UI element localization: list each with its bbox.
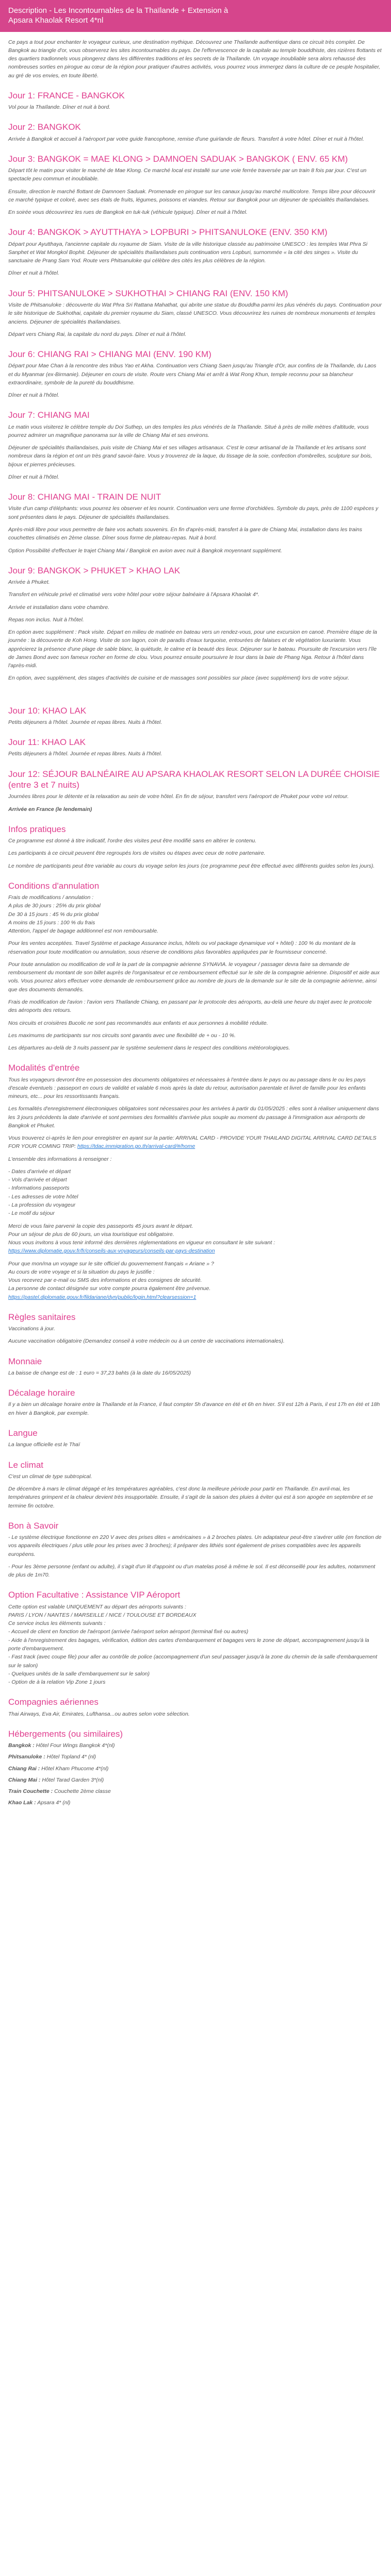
monnaie-title: Monnaie bbox=[8, 1356, 42, 1366]
formalites-paragraph bbox=[8, 1134, 382, 1151]
condition-line: Attention, l'appel de bagage additionnel est non remboursable. bbox=[8, 928, 158, 935]
sanitaires-title: Règles sanitaires bbox=[8, 1312, 76, 1322]
day-body bbox=[8, 135, 382, 143]
hotel-line bbox=[8, 1776, 382, 1784]
conditions-section bbox=[8, 893, 382, 1052]
conditions-paragraph: Les départures au-delà de 3 nuits passent par le système seulement dans le respect des conditions météorologiques. bbox=[8, 1045, 290, 1052]
bonasavoir-section bbox=[8, 1533, 382, 1579]
day-paragraph: Ensuite, direction le marché flottant de Damnoen Saduak. Promenade en pirogue sur les canaux jusqu'au marché multicolore. Temps libre pour découvrir ce marché typique et coloré, avec ses étals de fruits, légumes, poissons et viandes. Retour sur Bangkok pour un déjeuner de spécialités thaïlandaises. bbox=[8, 188, 376, 203]
day-paragraph: Déjeuner de spécialités thaïlandaises, puis visite de Chiang Mai et ses villages artisanaux. C'est le cœur artisanal de la Thaïlande et les artisans sont nombreux dans la région et ont un très grand savoir-faire. Vous y trouverez de la laque, du tissage de la soie, confection d'ombrelles, sculpture sur bois, bijoux et pierres précieuses. bbox=[8, 445, 372, 468]
infos-paragraph: Le nombre de participants peut être variable au cours du voyage selon les jours (ce programme peut être effectué avec différents guides selon les jours). bbox=[8, 862, 375, 869]
langue-paragraph: La langue officielle est le Thaï bbox=[8, 1442, 80, 1448]
day-paragraph: Le matin vous visiterez le célèbre temple du Doi Suthep, un des temples les plus vénérés de la Thaïlande. Situé à près de mille mètres d'altitude, vous pourrez admirer un magnifique panorama sur la ville de Chiang Mai et ses environs. bbox=[8, 423, 369, 438]
day-title: Jour 9: BANGKOK > PHUKET > KHAO LAK bbox=[8, 565, 181, 575]
climat-paragraph: De décembre à mars le climat dégagé et les températures agréables, c'est donc la meilleure période pour partir en Thaïlande. En avril-mai, les températures grimpent et la chaleur devient très insupportable. Ensuite, il s'agit de la saison des pluies à éviter qui est à son apogée en septembre et se termine fin octobre. bbox=[8, 1486, 373, 1509]
hotel-name: Couchette 2ème classe bbox=[54, 1788, 111, 1795]
day-paragraph: Départ pour Mae Chan à la rencontre des tribus Yao et Akha. Continuation vers Chiang Saen jusqu'au Triangle d'Or, aux confins de la Thaïlande, du Laos et du Myanmar (ex-Birmanie). Déjeuner en cours de visite. Route vers Chiang Mai et arrêt à Wat Rong Khun, temple reconnu pour sa blancheur extraordinaire, symbole de la pureté du bouddhisme. bbox=[8, 363, 377, 386]
day-paragraph: Vol pour la Thaïlande. Dîner et nuit à bord. bbox=[8, 104, 111, 111]
day-title: Jour 1: FRANCE - BANGKOK bbox=[8, 90, 125, 100]
formalites-paragraph: Tous les voyageurs devront être en possession des documents obligatoires et nécessaires à l'entrée dans le pays ou au passage dans le ou les pays d'escale éventuels : passeport en cours de validité et valable 6 mois après la date du retour, autorisation parentale et livret de famille pour les enfants mineurs, etc... pour les ressortissants français. bbox=[8, 1076, 366, 1100]
hebergements-section bbox=[8, 1741, 382, 1807]
checklist-item: - La profession du voyageur bbox=[8, 1202, 76, 1209]
sanitaires-paragraph: Aucune vaccination obligatoire (Demandez conseil à votre médecin ou à un centre de vaccinations internationales). bbox=[8, 1338, 285, 1345]
formalites-line: Pour que mon/ma un voyage sur le site officiel du gouvernement français « Ariane » ? bbox=[8, 1260, 214, 1267]
conditions-paragraph: Pour toute annulation ou modification de voll le la part de la compagnie aérienne SYNAVIA. le voyageur / passager devra faire sa demande de remboursement du montant de son billet auprès de l'organisateur et ce remboursement effectué sur le site de la compagnie aérienne. Dispositif et aide aux vols. Vous pourrez alors effectuer votre demande de remboursement grâce au nombre de jours de la demande sur le site de la compagnie aérienne, ainsi que des documents demandés. bbox=[8, 961, 380, 993]
day-title: Jour 4: BANGKOK > AYUTTHAYA > LOPBURI > PHITSANULOKE (ENV. 350 KM) bbox=[8, 227, 328, 238]
hebergements-title: Hébergements (ou similaires) bbox=[8, 1728, 123, 1739]
vip-line: - Quelques unités de la salle d'embarquement sur le salon) bbox=[8, 1670, 150, 1677]
day-paragraph: Transfert en véhicule privé et climatisé vers votre hôtel pour votre séjour balnéaire à l'Apsara Khaolak 4*. bbox=[8, 591, 259, 598]
day-title: Jour 8: CHIANG MAI - TRAIN DE NUIT bbox=[8, 492, 161, 502]
sanitaires-paragraph: Vaccinations à jour. bbox=[8, 1326, 55, 1332]
day-arrival-note: Arrivée en France (le lendemain) bbox=[8, 806, 92, 812]
day-body bbox=[8, 240, 382, 278]
formalites-paragraph: Les formalités d'enregistrement électroniques obligatoires sont nécessaires pour les arrivées à partir du 01/05/2025 : elles sont à réaliser uniquement dans les 3 jours précédents la date d'arrivée et sont permises des formalités d'arrivée plus souple au moment du passage à l'immigration aux aéroports de Bangkok et Phuket. bbox=[8, 1106, 379, 1129]
langue-title: Langue bbox=[8, 1428, 38, 1438]
day-title: Jour 6: CHIANG RAI > CHIANG MAI (ENV. 190 KM) bbox=[8, 349, 211, 360]
checklist-item: - Vols d'arrivée et départ bbox=[8, 1177, 67, 1183]
day-paragraph: Dîner et nuit à l'hôtel. bbox=[8, 270, 59, 277]
itinerary bbox=[8, 90, 382, 814]
condition-line: De 30 à 15 jours : 45 % du prix global bbox=[8, 911, 99, 918]
vip-line: - Option de à la relation Vip Zone 1 jours bbox=[8, 1679, 106, 1686]
day-paragraph: Journées libres pour le détente et la relaxation au sein de votre hôtel. En fin de séjour, transfert vers l'aéroport de Phuket pour votre vol retour. bbox=[8, 793, 349, 800]
hotel-city: Chiang Rai : bbox=[8, 1765, 40, 1772]
infos-paragraph: Les participants à ce circuit peuvent être regroupés lors de visites ou étapes avec ceux de notre partenaire. bbox=[8, 850, 266, 857]
condition-line: A moins de 15 jours : 100 % du frais bbox=[8, 919, 95, 926]
day-title: Jour 3: BANGKOK = MAE KLONG > DAMNOEN SADUAK > BANGKOK ( ENV. 65 KM) bbox=[8, 154, 348, 164]
day-paragraph: Petits déjeuners à l'hôtel. Journée et repas libres. Nuits à l'hôtel. bbox=[8, 751, 162, 757]
checklist-item: - Les adresses de votre hôtel bbox=[8, 1193, 78, 1200]
day-body bbox=[8, 301, 382, 338]
conditions-title: Conditions d'annulation bbox=[8, 880, 100, 891]
day-paragraph: Visite de Phitsanuloke : découverte du Wat Phra Sri Rattana Mahathat, qui abrite une statue du Bouddha parmi les plus vénérés du pays. Continuation pour le site historique de Sukhothai, capitale du premier royaume du Siam, classé UNESCO. Vous découvrirez les ruines de nombreux monuments et temples anciens. Déjeuner de spécialités thaïlandaises. bbox=[8, 302, 382, 325]
page-subtitle: Apsara Khaolak Resort 4*nl bbox=[8, 15, 104, 25]
day-body bbox=[8, 504, 382, 554]
formalites-line: Vous recevrez par e-mail ou SMS des informations et des consignes de sécurité. bbox=[8, 1277, 202, 1284]
day-title: Jour 5: PHITSANULOKE > SUKHOTHAI > CHIANG RAI (ENV. 150 KM) bbox=[8, 288, 288, 298]
condition-line: Frais de modifications / annulation : bbox=[8, 894, 94, 901]
bonasavoir-title: Bon à Savoir bbox=[8, 1520, 59, 1531]
formalites-line: Nous vous invitons à vous tenir informé des dernières réglementations en vigueur en consultant le site suivant : bbox=[8, 1240, 275, 1246]
day-title: Jour 2: BANGKOK bbox=[8, 122, 81, 132]
page-banner bbox=[0, 0, 391, 32]
page-title: Description - Les Incontournables de la Thaïlande + Extension à bbox=[8, 6, 229, 15]
intro-text: Ce pays a tout pour enchanter le voyageur curieux, une destination mythique. Découvrez une Thaïlande authentique dans ce circuit très complet. De Bangkok au triangle d'or, vous observerez les sites incontournables du pays. De l'effervescence de la capitale au temple bouddhiste, des rizières flottants et des quartiers tradionnels vous plongerez dans les différentes traditions et les secrets de la Thaïlande. Un voyage inoubliable sera alors rehaussé des nombreuses sorties en pirogue au cœur de la région pour pratiquer d'autres activités, vous pourrez vous immergez dans la culture de ce peuple hospitalier, au gré de vos envies, en toute liberté. bbox=[8, 39, 382, 79]
day-body bbox=[8, 103, 382, 111]
vip-line: - Accueil de client en fonction de l'aéroport (arrivée l'aéroport selon aéroport (terminal fixé ou autres) bbox=[8, 1629, 249, 1635]
day-paragraph: Petits déjeuners à l'hôtel. Journée et repas libres. Nuits à l'hôtel. bbox=[8, 719, 162, 725]
day-body bbox=[8, 792, 382, 814]
hotel-line bbox=[8, 1741, 382, 1750]
hotel-line bbox=[8, 1799, 382, 1807]
conditions-paragraph: Les maximums de participants sur nos circuits sont garantis avec une flexibilité de + ou - 10 %. bbox=[8, 1032, 236, 1039]
vip-line: PARIS / LYON / NANTES / MARSEILLE / NICE / TOULOUSE ET BORDEAUX bbox=[8, 1612, 197, 1618]
vip-line: Cette option est valable UNIQUEMENT au départ des aéroports suivants : bbox=[8, 1603, 186, 1610]
tdac-text: Vous trouverez ci-après le lien pour enregistrer en ayant sur la partie: ARRIVAL CARD - PROVIDE YOUR THAILAND DIGITAL ARRIVAL CARD DETAILS FOR YOUR COMING TRIP: bbox=[8, 1135, 377, 1150]
hotel-city: Bangkok : bbox=[8, 1742, 35, 1749]
day-body bbox=[8, 718, 382, 726]
conditions-paragraph: Nos circuits et croisières Bucolic ne sont pas recommandés aux enfants et aux personnes à mobilité réduite. bbox=[8, 1020, 268, 1026]
hotel-line bbox=[8, 1787, 382, 1795]
formalites-section bbox=[8, 1076, 382, 1301]
day-paragraph: Arrivée et installation dans votre chambre. bbox=[8, 604, 110, 611]
condition-line: A plus de 30 jours : 25% du prix global bbox=[8, 903, 101, 909]
decalage-paragraph: Il y a bien un décalage horaire entre la Thaïlande et la France, il faut compter 5h d'avance en été et 6h en hiver. S'il est 12h à Paris, il est 17h en été et 18h en hiver à Bangkok, par exemple. bbox=[8, 1401, 380, 1416]
hotel-line bbox=[8, 1765, 382, 1773]
day-paragraph: Repas non inclus. Nuit à l'hôtel. bbox=[8, 616, 84, 623]
day-paragraph: Dîner et nuit à l'hôtel. bbox=[8, 473, 59, 480]
day-paragraph: En option, avec supplément, des stages d'activités de cuisine et de massages sont possibles sur place (avec supplément) lors de votre séjour. bbox=[8, 675, 350, 682]
day-body bbox=[8, 166, 382, 216]
vip-line: - Fast track (avec coupe file) pour aller au contrôle de police (accompagnement d'un seul passager jusqu'à la zone du chemin de la salle d'embarquement sur le salon) bbox=[8, 1654, 378, 1669]
day-title: Jour 12: SÉJOUR BALNÉAIRE AU APSARA KHAOLAK RESORT SELON LA DURÉE CHOISIE (entre 3 et 7 nuits) bbox=[8, 769, 380, 790]
formalites-paragraph: L'ensemble des informations à renseigner : bbox=[8, 1156, 112, 1162]
day-paragraph: Visite d'un camp d'éléphants: vous pourrez les observer et les nourrir. Continuation vers une ferme d'orchidées. Symbole du pays, près de 1100 espèces y sont présentes dans le pays. Déjeuner de spécialités thaïlandaises. bbox=[8, 505, 379, 520]
day-title: Jour 11: KHAO LAK bbox=[8, 737, 86, 748]
day-body bbox=[8, 578, 382, 683]
hotel-line bbox=[8, 1753, 382, 1761]
conditions-paragraph: Frais de modification de l'avion : l'avion vers Thaïlande Chiang, en passant par le protocole des aéroports, au-delà une heure du trajet avec le protocole des aéroports des retours. bbox=[8, 998, 372, 1014]
conditions-paragraph: Pour les ventes acceptées. Travel Système et package Assurance inclus, hôtels ou vol package dynamique vol + hôtel) : 100 % du montant de la réservation pour toute modification ou annulation, sous réserve de conditions plus favorables appliquées par le fournisseur concerné. bbox=[8, 940, 356, 955]
hotel-city: Khao Lak : bbox=[8, 1800, 36, 1806]
bonasavoir-paragraph: - Le système électrique fonctionne en 220 V avec des prises dites « américaines » à 2 broches plates. Un adaptateur peut-être s'avérer utile (en fonction de vos appareils électriques / plus utile pour les prises avec 3 broches); il préparer des lithiés sont également de prises compatibles avec les appareils européens. bbox=[8, 1534, 382, 1557]
climat-paragraph: C'est un climat de type subtropical. bbox=[8, 1473, 92, 1480]
diplomatie-link[interactable]: https://www.diplomatie.gouv.fr/fr/conseils-aux-voyageurs/conseils-par-pays-destination bbox=[8, 1248, 215, 1255]
infos-paragraph: Ce programme est donné à titre indicatif, l'ordre des visites peut être modifié sans en altérer le contenu. bbox=[8, 838, 257, 844]
day-body bbox=[8, 362, 382, 399]
vip-title: Option Facultative : Assistance VIP Aéroport bbox=[8, 1590, 181, 1600]
checklist-item: - Le motif du séjour bbox=[8, 1210, 55, 1217]
vip-line: - Aide à l'enregistrement des bagages, vérification, édition des cartes d'embarquement et bagages vers le zone de départ, accompagnement jusqu'à la porte d'embarquement. bbox=[8, 1637, 369, 1652]
infos-section bbox=[8, 837, 382, 870]
hotel-name: Hôtel Kham Phucome 4*(nl) bbox=[41, 1765, 109, 1772]
day-body bbox=[8, 423, 382, 482]
day-paragraph: Départ pour Ayutthaya, l'ancienne capitale du royaume de Siam. Visite de la ville historique classée au patrimoine UNESCO : les temples Wat Phra Si Sanphet et Wat Mongkol Bophit. Déjeuner de spécialités thaïlandaises puis continuation vers Lopburi, surnommée « la cité des singes ». Visite du sanctuaire de Prang Sam Yod. Route vers Phitsanuloke qui célèbre des cités les plus célèbres de la région. bbox=[8, 241, 368, 264]
ariane-link[interactable]: https://pastel.diplomatie.gouv.fr/fildariane/dyn/public/login.html?clearsession=1 bbox=[8, 1294, 197, 1300]
day-paragraph: Option Possibilité d'effectuer le trajet Chiang Mai / Bangkok en avion avec nuit à Bangkok moyennant supplément. bbox=[8, 547, 282, 554]
hotel-city: Phitsanuloke : bbox=[8, 1754, 45, 1760]
day-paragraph: Départ vers Chiang Rai, la capitale du nord du pays. Dîner et nuit à l'hôtel. bbox=[8, 331, 187, 337]
checklist-item: - Informations passeports bbox=[8, 1185, 70, 1192]
climat-title: Le climat bbox=[8, 1460, 44, 1470]
day-title: Jour 7: CHIANG MAI bbox=[8, 410, 90, 420]
formalites-line: Merci de vous faire parvenir la copie des passeports 45 jours avant le départ. bbox=[8, 1223, 193, 1229]
formalites-line: Pour un séjour de plus de 60 jours, un visa touristique est obligatoire. bbox=[8, 1231, 174, 1238]
day-body bbox=[8, 750, 382, 758]
day-paragraph: Arrivée à Phuket. bbox=[8, 579, 50, 586]
bonasavoir-paragraph: - Pour les 3ème personne (enfant ou adulte), il s'agit d'un lit d'appoint ou d'un matelas posé à même le sol. Il est déconseillé pour les adultes, notamment de plus de 1m70. bbox=[8, 1563, 376, 1579]
vip-section bbox=[8, 1603, 382, 1687]
day-paragraph: Après-midi libre pour vous permettre de faire vos achats souvenirs. En fin d'après-midi, transfert à la gare de Chiang Mai, installation dans les trains couchettes climatisés en 2ème classe. Dîner sous forme de plateau-repas. Nuit à bord. bbox=[8, 527, 362, 541]
tdac-link[interactable]: https://tdac.immigration.go.th/arrival-card/#/home bbox=[77, 1143, 196, 1150]
compagnies-title: Compagnies aériennes bbox=[8, 1697, 99, 1707]
day-paragraph: Dîner et nuit à l'hôtel. bbox=[8, 392, 59, 399]
day-paragraph: En option avec supplément : Pack visite. Départ en milieu de matinée en bateau vers un rendez-vous, pour une excursion en canoë. Première étape de la journée : la découverte de Koh Hong. Visite de son lagon, coin de paradis d'eaux turquoise, entourées de falaises et de végétation luxuriante. Vous apprécierez la présence d'une plage de sable blanc, la quiétude, le calme et la beauté des lieux. Déjeuner sur le bateau. Poursuite de l'excursion vers l'île de James Bond avec son fameux rocher en forme de clou. Vous pourrez ensuite poursuivre le tour dans la baie de Phang Nga. Retour à l'hôtel dans l'après-midi. bbox=[8, 629, 378, 669]
monnaie-paragraph: La baisse de change est de : 1 euro = 37,23 bahts (à la date du 16/05/2025) bbox=[8, 1369, 191, 1376]
hotel-city: Train Couchette : bbox=[8, 1788, 53, 1795]
hotel-city: Chiang Mai : bbox=[8, 1776, 41, 1783]
hotel-name: Hôtel Four Wings Bangkok 4*(nl) bbox=[36, 1742, 115, 1749]
checklist-item: - Dates d'arrivée et départ bbox=[8, 1168, 71, 1175]
compagnies-paragraph: Thai Airways, Eva Air, Emirates, Lufthansa...ou autres selon votre sélection. bbox=[8, 1710, 190, 1717]
day-paragraph: Départ tôt le matin pour visiter le marché de Mae Klong. Ce marché local est installé sur une voie ferrée traversée par un train 8 fois par jour. C'est un spectacle peu commun et inoubliable. bbox=[8, 167, 367, 182]
infos-title: Infos pratiques bbox=[8, 824, 66, 834]
formalites-title: Modalités d'entrée bbox=[8, 1063, 80, 1073]
hotel-name: Hôtel Topland 4* (nl) bbox=[46, 1754, 96, 1760]
formalites-line: La personne de contact désignée sur votre compte pourra également être prévenue. bbox=[8, 1285, 211, 1292]
formalites-line: Au cours de votre voyage et si la situation du pays le justifie : bbox=[8, 1268, 155, 1275]
sanitaires-section bbox=[8, 1325, 382, 1346]
day-paragraph: En soirée vous découvrirez les rues de Bangkok en tuk-tuk (véhicule typique). Dîner et nuit à l'hôtel. bbox=[8, 209, 248, 216]
climat-section bbox=[8, 1472, 382, 1510]
day-paragraph: Arrivée à Bangkok et accueil à l'aéroport par votre guide francophone, remise d'une guirlande de fleurs. Transfert à votre hôtel. Dîner et nuit à l'hôtel. bbox=[8, 135, 364, 142]
hotel-name: Apsara 4* (nl) bbox=[37, 1800, 71, 1806]
vip-line: Ce service inclus les éléments suivants : bbox=[8, 1620, 106, 1627]
decalage-title: Décalage horaire bbox=[8, 1388, 75, 1398]
day-title: Jour 10: KHAO LAK bbox=[8, 705, 87, 716]
main-content bbox=[0, 32, 391, 1823]
hotel-name: Hôtel Tarad Garden 3*(nl) bbox=[42, 1776, 104, 1783]
